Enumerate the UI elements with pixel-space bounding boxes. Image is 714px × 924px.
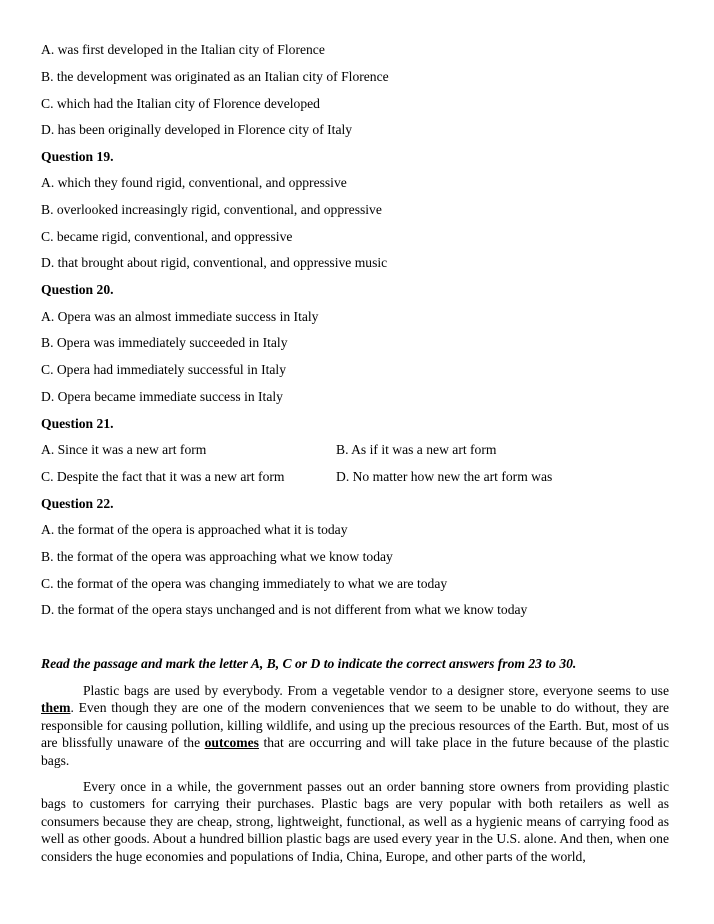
q18-option-a: A. was first developed in the Italian city of Florence bbox=[41, 42, 325, 57]
q19-option-c: C. became rigid, conventional, and oppressive bbox=[41, 229, 293, 244]
q19-label: Question 19. bbox=[41, 149, 114, 164]
paragraph-2-text: Every once in a while, the government passes out an order banning store owners from providing plastic bags to customers for carrying their purchases. Plastic bags are very popular with both retailers as well as consumers because they are cheap, strong, lightweight, functional, as well as a hygienic means of carrying food as well as other goods. About a hundred billion plastic bags are used every year in the U.S. alone. And then, when one considers the huge economies and populations of India, China, Europe, and other parts of the world, bbox=[41, 779, 669, 864]
q22-option-b: B. the format of the opera was approaching what we know today bbox=[41, 549, 393, 564]
paragraph-1-text-b: . Even though they are one of the modern conveniences that we seem to be unable to do without, they are responsible for causing pollution, killing wildlife, and using up the precious resources of the Earth. But, most of us are blissfully unaware of the bbox=[41, 700, 669, 751]
q22-option-d: D. the format of the opera stays unchanged and is not different from what we know today bbox=[41, 602, 528, 617]
q22-label: Question 22. bbox=[41, 496, 114, 511]
q19-option-a: A. which they found rigid, conventional, and oppressive bbox=[41, 175, 347, 190]
q21-option-d: D. No matter how new the art form was bbox=[336, 469, 553, 484]
paragraph-1-text-c: that are occurring and will take place in the future because of the plastic bags. bbox=[41, 735, 669, 768]
passage-paragraph-1 bbox=[41, 682, 669, 769]
q20-option-b: B. Opera was immediately succeeded in Italy bbox=[41, 335, 288, 350]
paragraph-1-text-a: Plastic bags are used by everybody. From a vegetable vendor to a designer store, everyone seems to use bbox=[83, 683, 669, 698]
q21-option-a: A. Since it was a new art form bbox=[41, 442, 207, 457]
q21-option-c: C. Despite the fact that it was a new art form bbox=[41, 469, 285, 484]
q22-option-c: C. the format of the opera was changing immediately to what we are today bbox=[41, 576, 448, 591]
passage-paragraph-2 bbox=[41, 778, 669, 865]
q18-option-b: B. the development was originated as an Italian city of Florence bbox=[41, 69, 389, 84]
q18-option-d: D. has been originally developed in Florence city of Italy bbox=[41, 122, 353, 137]
q19-option-d: D. that brought about rigid, conventional, and oppressive music bbox=[41, 255, 388, 270]
q21-label: Question 21. bbox=[41, 416, 114, 431]
q22-option-a: A. the format of the opera is approached what it is today bbox=[41, 522, 348, 537]
underlined-word-outcomes: outcomes bbox=[204, 735, 259, 751]
passage-instruction: Read the passage and mark the letter A, B, C or D to indicate the correct answers from 23 to 30. bbox=[41, 656, 577, 671]
q19-option-b: B. overlooked increasingly rigid, conventional, and oppressive bbox=[41, 202, 382, 217]
q18-option-c: C. which had the Italian city of Florence developed bbox=[41, 96, 320, 111]
q20-option-d: D. Opera became immediate success in Italy bbox=[41, 389, 283, 404]
q20-label: Question 20. bbox=[41, 282, 114, 297]
q20-option-a: A. Opera was an almost immediate success in Italy bbox=[41, 309, 319, 324]
q20-option-c: C. Opera had immediately successful in Italy bbox=[41, 362, 286, 377]
underlined-word-them: them bbox=[41, 700, 71, 716]
q21-option-b: B. As if it was a new art form bbox=[336, 442, 497, 457]
